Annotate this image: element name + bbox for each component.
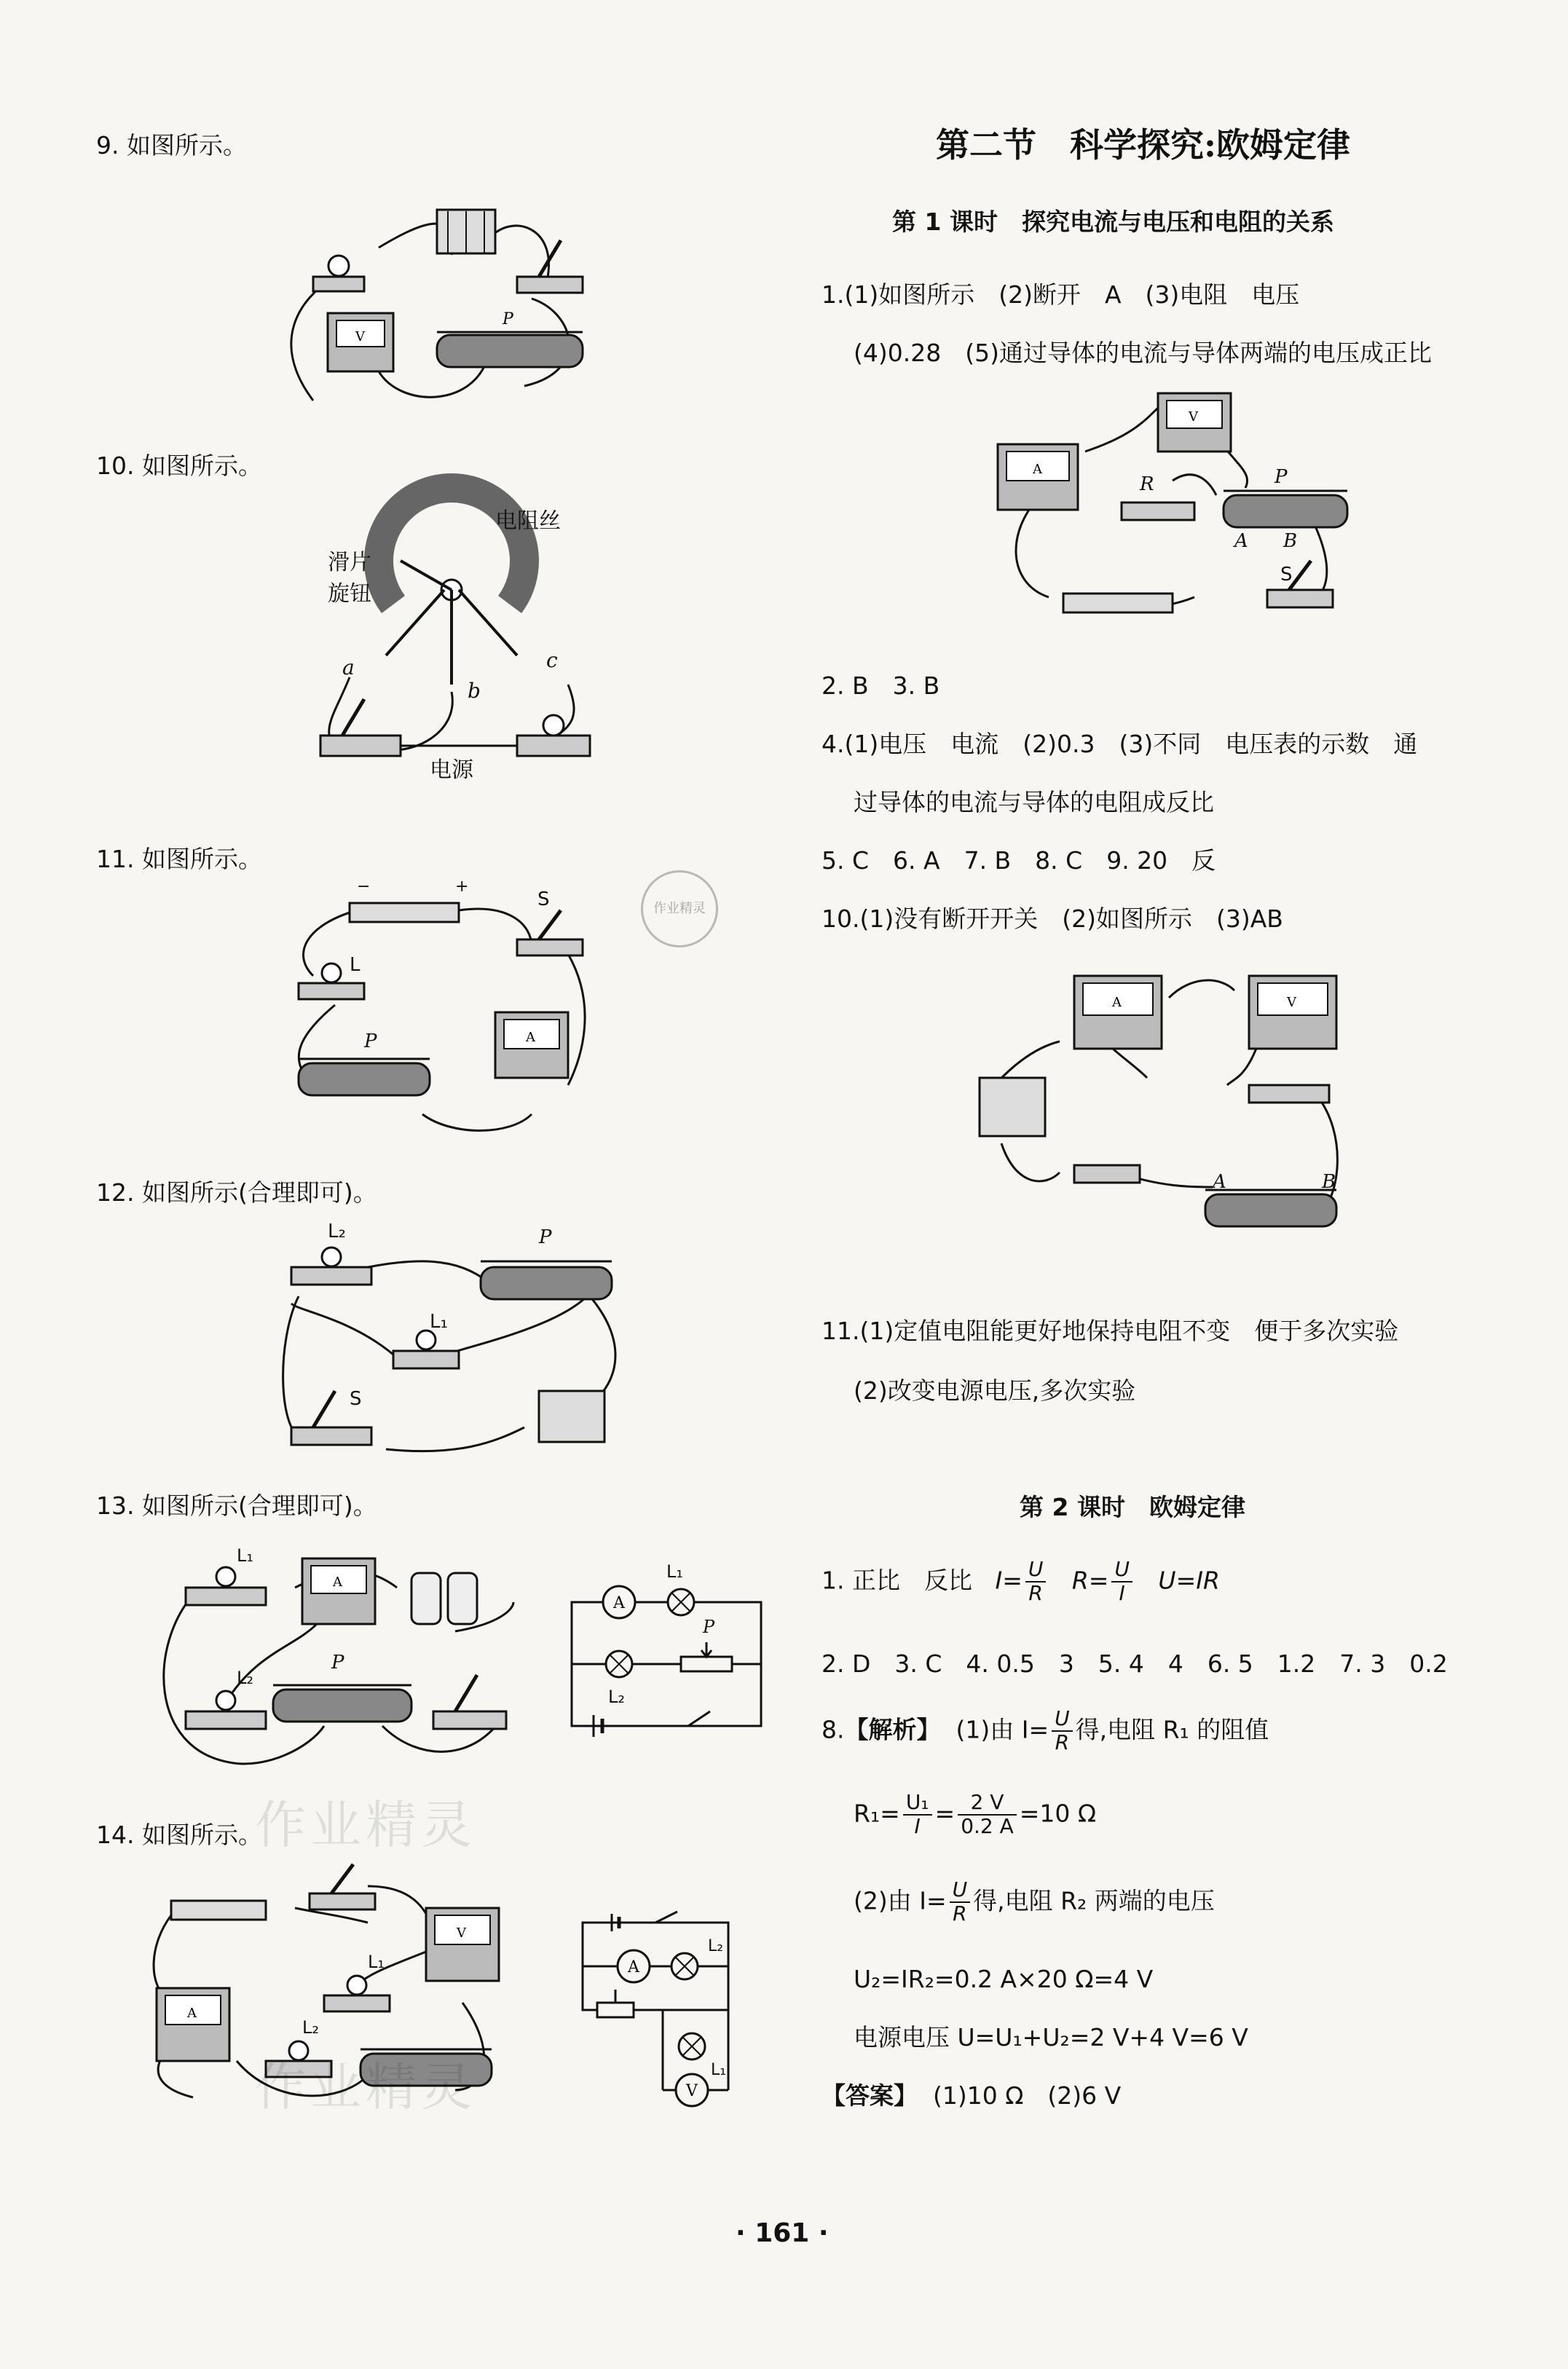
- label-L1: L₁: [237, 1545, 253, 1566]
- label-S: S: [537, 888, 550, 910]
- answer-4-line1: 4.(1)电压 电流 (2)0.3 (3)不同 电压表的示数 通: [822, 730, 1418, 758]
- frac-num: U: [950, 1879, 971, 1903]
- frac-num: U₁: [903, 1791, 932, 1816]
- frac-den: 0.2 A: [961, 1813, 1014, 1838]
- rheostat-icon: [1224, 495, 1347, 527]
- frac-num: 2 V: [958, 1791, 1017, 1816]
- switch-icon: [291, 1427, 371, 1445]
- q12-label: 12. 如图所示(合理即可)。: [96, 1178, 377, 1207]
- answer-b8-2b: 得,电阻 R₂ 两端的电压: [973, 1886, 1215, 1915]
- answer-1-line2: (4)0.28 (5)通过导体的电流与导体两端的电压成正比: [854, 339, 1432, 367]
- q13-circuit-figure: [149, 1544, 521, 1777]
- switch-icon: [517, 277, 583, 293]
- fraction-U-over-R: [1052, 1708, 1073, 1754]
- switch-icon: [310, 1893, 375, 1909]
- answer-tag: 【答案】: [822, 2081, 918, 2110]
- label-B: B: [1322, 1171, 1336, 1193]
- label-L2: L₂: [328, 1221, 346, 1242]
- label-a: a: [342, 655, 355, 679]
- rheostat-icon: [481, 1267, 612, 1299]
- svg-text:A: A: [1112, 995, 1122, 1010]
- rheostat-symbol-icon: [597, 2003, 634, 2017]
- answer-b8-source: 电源电压 U=U₁+U₂=2 V+4 V=6 V: [854, 2023, 1248, 2051]
- answer-b8-number: 8.: [822, 1715, 845, 1744]
- q11-circuit-figure: [291, 878, 583, 1143]
- answer-b8-U2: U₂=IR₂=0.2 A×20 Ω=4 V: [854, 1965, 1154, 1993]
- label-B: B: [1283, 530, 1298, 552]
- answer-b8-part2: [854, 1879, 1215, 1925]
- battery-icon: [980, 1078, 1045, 1136]
- svg-text:V: V: [457, 1925, 466, 1941]
- label-L2: L₂: [708, 1937, 724, 1955]
- label-A: A: [1234, 530, 1248, 552]
- q11-label: 11. 如图所示。: [96, 845, 262, 873]
- label-b: b: [468, 679, 481, 703]
- battery-icon: [350, 903, 459, 922]
- bulb-icon: [186, 1588, 266, 1605]
- equals: =: [934, 1799, 956, 1828]
- switch-icon: [320, 736, 401, 756]
- answer-2-3: 2. B 3. B: [822, 671, 940, 700]
- label-L1: L₁: [666, 1561, 683, 1582]
- answer-10-circuit-figure: [972, 969, 1351, 1260]
- bulb-icon: [393, 1351, 459, 1368]
- battery-icon: [1063, 594, 1173, 612]
- bulb-icon: [299, 983, 364, 999]
- answer-final: [822, 2081, 1121, 2110]
- rheostat-symbol-icon: [681, 1657, 732, 1671]
- answer-b1-R: R=: [1071, 1566, 1109, 1595]
- svg-text:V: V: [355, 329, 365, 344]
- watermark-lower: 作业精灵: [255, 2057, 476, 2117]
- q9-label: 9. 如图所示。: [96, 131, 247, 159]
- rheostat-icon: [1205, 1194, 1336, 1226]
- fraction-value: [958, 1791, 1017, 1838]
- R1-result: =10 Ω: [1019, 1799, 1097, 1828]
- answer-5-9: 5. C 6. A 7. B 8. C 9. 20 反: [822, 846, 1216, 875]
- label-L1: L₁: [711, 2061, 727, 2079]
- frac-den: I: [1119, 1580, 1125, 1605]
- svg-text:A: A: [628, 1958, 639, 1976]
- answer-b8-2a: (2)由 I=: [854, 1886, 947, 1915]
- rheostat-icon: [299, 1063, 430, 1095]
- battery-icon: [448, 1573, 477, 1624]
- frac-den: I: [914, 1813, 921, 1838]
- svg-text:A: A: [613, 1594, 625, 1612]
- R1-label: R₁=: [854, 1799, 900, 1828]
- fraction-U-over-R: [1025, 1558, 1047, 1605]
- frac-den: R: [953, 1901, 967, 1925]
- answer-1-circuit-figure: [976, 393, 1355, 641]
- answer-b1-U: U=IR: [1158, 1566, 1220, 1595]
- answer-b1: [822, 1558, 1220, 1605]
- page-number: · 161 ·: [736, 2218, 829, 2248]
- bulb-icon: [324, 1995, 390, 2011]
- label-P: P: [1275, 466, 1288, 488]
- answer-b8-b: 得,电阻 R₁ 的阻值: [1075, 1715, 1269, 1744]
- frac-den: R: [1055, 1730, 1070, 1754]
- svg-text:V: V: [686, 2082, 698, 2100]
- frac-den: R: [1028, 1580, 1043, 1605]
- frac-num: U: [1025, 1558, 1047, 1582]
- label-L2: L₂: [608, 1687, 625, 1707]
- label-power: 电源: [430, 757, 473, 783]
- section-title: 第二节 科学探究:欧姆定律: [936, 125, 1350, 165]
- label-S: S: [1280, 564, 1293, 586]
- label-L1: L₁: [430, 1311, 448, 1333]
- q10-label: 10. 如图所示。: [96, 452, 262, 480]
- q14-label: 14. 如图所示。: [96, 1821, 262, 1849]
- label-slider: 滑片: [328, 550, 371, 575]
- label-c: c: [546, 648, 558, 672]
- svg-text:V: V: [1189, 409, 1198, 425]
- q10-potentiometer-figure: [306, 510, 619, 801]
- label-L2: L₂: [237, 1668, 253, 1688]
- bulb-icon: [291, 1267, 371, 1285]
- bulb-icon: [517, 736, 590, 756]
- answer-11-line2: (2)改变电源电压,多次实验: [854, 1376, 1136, 1405]
- rheostat-icon: [437, 335, 583, 367]
- battery-icon: [171, 1901, 266, 1920]
- svg-text:A: A: [526, 1030, 535, 1045]
- q14-schematic: [575, 1908, 736, 2105]
- svg-text:P: P: [503, 310, 513, 328]
- fraction-U1-over-I: [903, 1791, 932, 1838]
- switch-icon: [1074, 1165, 1140, 1183]
- answer-1-line1: 1.(1)如图所示 (2)断开 A (3)电阻 电压: [822, 280, 1300, 309]
- label-L1: L₁: [368, 1952, 385, 1972]
- answer-b8-R1: [854, 1791, 1096, 1838]
- label-plus: +: [455, 878, 469, 896]
- answer-b1-I: I=: [995, 1566, 1023, 1595]
- resistor-icon: [1122, 502, 1194, 520]
- battery-icon: [539, 1391, 604, 1442]
- label-P: P: [539, 1226, 552, 1248]
- svg-text:A: A: [333, 1574, 342, 1590]
- answer-4-line2: 过导体的电流与导体的电阻成反比: [854, 788, 1214, 816]
- answer-b1-prefix: 1. 正比 反比: [822, 1566, 972, 1595]
- rheostat-icon: [273, 1690, 411, 1722]
- answer-b2-7: 2. D 3. C 4. 0.5 3 5. 4 4 6. 5 1.2 7. 3 0.2: [822, 1649, 1448, 1678]
- label-S: S: [350, 1388, 362, 1410]
- fraction-U-over-R: [950, 1879, 971, 1925]
- lesson2-title: 第 2 课时 欧姆定律: [1020, 1493, 1245, 1521]
- answer-11-line1: 11.(1)定值电阻能更好地保持电阻不变 便于多次实验: [822, 1317, 1399, 1345]
- frac-num: U: [1111, 1558, 1132, 1582]
- label-wire: 电阻丝: [495, 508, 561, 534]
- label-P: P: [703, 1617, 715, 1637]
- resistor-icon: [1249, 1085, 1329, 1103]
- label-L: L: [350, 954, 361, 976]
- switch-icon: [433, 1711, 506, 1729]
- label-P: P: [364, 1030, 377, 1052]
- watermark-upper: 作业精灵: [255, 1795, 476, 1855]
- frac-num: U: [1052, 1708, 1073, 1732]
- q9-circuit-figure: [269, 197, 619, 408]
- label-R: R: [1140, 473, 1154, 495]
- answer-b8-a: (1)由 I=: [956, 1715, 1049, 1744]
- battery-icon: [411, 1573, 441, 1624]
- q13-label: 13. 如图所示(合理即可)。: [96, 1491, 377, 1520]
- svg-text:A: A: [1033, 462, 1042, 477]
- answer-10: 10.(1)没有断开开关 (2)如图所示 (3)AB: [822, 904, 1283, 933]
- lesson1-title: 第 1 课时 探究电流与电压和电阻的关系: [892, 208, 1334, 236]
- label-L2: L₂: [302, 2017, 319, 2038]
- switch-icon: [517, 939, 583, 955]
- label-knob: 旋钮: [328, 581, 371, 607]
- stamp-logo: 作业精灵: [641, 870, 718, 947]
- bulb-icon: [313, 277, 364, 291]
- analysis-tag: 【解析】: [844, 1715, 941, 1744]
- fraction-U-over-I: [1111, 1558, 1132, 1605]
- q13-schematic: [564, 1561, 768, 1733]
- answer-b8: [822, 1708, 1269, 1754]
- switch-icon: [1267, 590, 1333, 607]
- q12-circuit-figure: [277, 1221, 626, 1471]
- answer-value: (1)10 Ω (2)6 V: [932, 2081, 1122, 2110]
- svg-text:V: V: [1287, 995, 1296, 1010]
- label-minus: −: [357, 878, 371, 896]
- svg-text:A: A: [187, 2006, 197, 2021]
- label-P: P: [331, 1652, 344, 1674]
- bulb-icon: [186, 1711, 266, 1729]
- label-A: A: [1213, 1171, 1226, 1193]
